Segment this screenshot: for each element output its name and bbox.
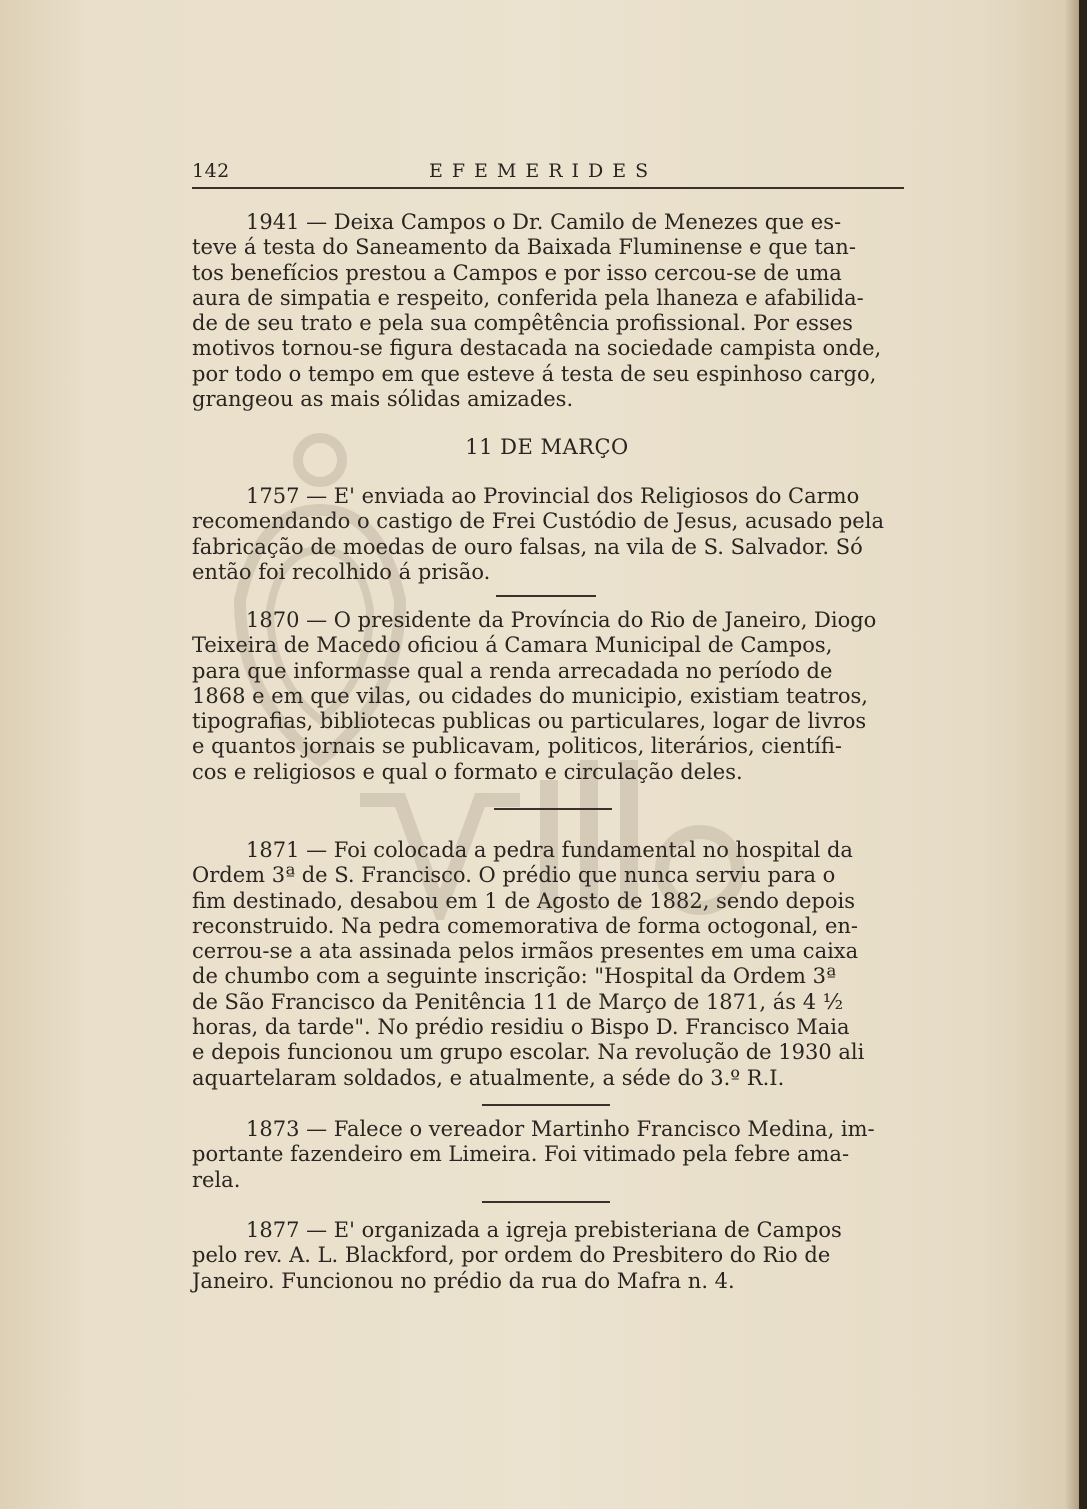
entry-line: motivos tornou-se figura destacada na sociedade campista onde, <box>192 336 882 361</box>
entry-line: aura de simpatia e respeito, conferida pela lhaneza e afabilida- <box>192 285 864 310</box>
entry-line: portante fazendeiro em Limeira. Foi vitimado pela febre ama- <box>192 1142 850 1167</box>
entry-line: para que informasse qual a renda arrecadada no período de <box>192 658 833 683</box>
header-rule <box>192 187 904 189</box>
entry-line: de São Francisco da Penitência 11 de Março de 1871, ás 4 ½ <box>192 989 844 1014</box>
page-header <box>192 160 904 190</box>
entry-line: tipografias, bibliotecas publicas ou particulares, logar de livros <box>192 709 867 734</box>
entry-line: e depois funcionou um grupo escolar. Na revolução de 1930 ali <box>192 1040 865 1065</box>
entry-line: Janeiro. Funcionou no prédio da rua do Mafra n. 4. <box>192 1268 735 1293</box>
separator-rule <box>496 595 596 597</box>
separator-rule <box>482 1201 610 1203</box>
entry-line: cos e religiosos e qual o formato e circulação deles. <box>192 759 743 784</box>
section-title: 11 DE MARÇO <box>465 435 629 459</box>
entry-line: rela. <box>192 1167 241 1192</box>
entry-line: Ordem 3ª de S. Francisco. O prédio que nunca serviu para o <box>192 863 836 888</box>
entry-1941 <box>192 210 902 412</box>
entry-line: 1941 — Deixa Campos o Dr. Camilo de Menezes que es- <box>246 210 842 234</box>
entry-line: Teixeira de Macedo oficiou á Camara Municipal de Campos, <box>192 633 833 658</box>
entry-line: por todo o tempo em que esteve á testa de seu espinhoso cargo, <box>192 361 877 386</box>
entry-line: de de seu trato e pela sua compêtência profissional. Por esses <box>192 311 853 336</box>
entry-line: 1873 — Falece o vereador Martinho Francisco Medina, im- <box>246 1117 875 1141</box>
entry-line: teve á testa do Saneamento da Baixada Fluminense e que tan- <box>192 235 856 260</box>
page-edge <box>1079 0 1087 1509</box>
entry-1757 <box>192 484 902 585</box>
entry-1873 <box>192 1117 902 1193</box>
entry-line: 1757 — E' enviada ao Provincial dos Religiosos do Carmo <box>246 484 860 508</box>
entry-line: tos benefícios prestou a Campos e por isso cercou-se de uma <box>192 260 842 285</box>
entry-line: grangeou as mais sólidas amizades. <box>192 387 574 412</box>
entry-line: horas, da tarde". No prédio residiu o Bispo D. Francisco Maia <box>192 1015 850 1040</box>
entry-1870 <box>192 608 902 785</box>
entry-line: cerrou-se a ata assinada pelos irmãos presentes em uma caixa <box>192 939 859 964</box>
entry-line: reconstruido. Na pedra comemorativa de forma octogonal, en- <box>192 913 858 938</box>
entry-line: então foi recolhido á prisão. <box>192 559 491 584</box>
entry-line: e quantos jornais se publicavam, politicos, literários, científi- <box>192 734 842 759</box>
separator-rule <box>494 808 612 810</box>
entry-line: 1871 — Foi colocada a pedra fundamental no hospital da <box>246 838 853 862</box>
entry-1877 <box>192 1218 902 1294</box>
entry-line: 1868 e em que vilas, ou cidades do municipio, existiam teatros, <box>192 683 868 708</box>
entry-line: fim destinado, desabou em 1 de Agosto de 1882, sendo depois <box>192 888 855 913</box>
running-head: EFEMERIDES <box>429 160 658 182</box>
entry-line: pelo rev. A. L. Blackford, por ordem do Presbitero do Rio de <box>192 1243 831 1268</box>
entry-line: 1877 — E' organizada a igreja prebisteriana de Campos <box>246 1218 842 1242</box>
entry-1871 <box>192 838 902 1091</box>
entry-line: aquartelaram soldados, e atualmente, a séde do 3.º R.I. <box>192 1065 785 1090</box>
entry-line: recomendando o castigo de Frei Custódio de Jesus, acusado pela <box>192 509 884 534</box>
entry-line: 1870 — O presidente da Província do Rio de Janeiro, Diogo <box>246 608 877 632</box>
entry-line: fabricação de moedas de ouro falsas, na vila de S. Salvador. Só <box>192 534 863 559</box>
separator-rule <box>482 1104 610 1106</box>
page-number: 142 <box>192 160 230 182</box>
entry-line: de chumbo com a seguinte inscrição: "Hospital da Ordem 3ª <box>192 964 836 989</box>
